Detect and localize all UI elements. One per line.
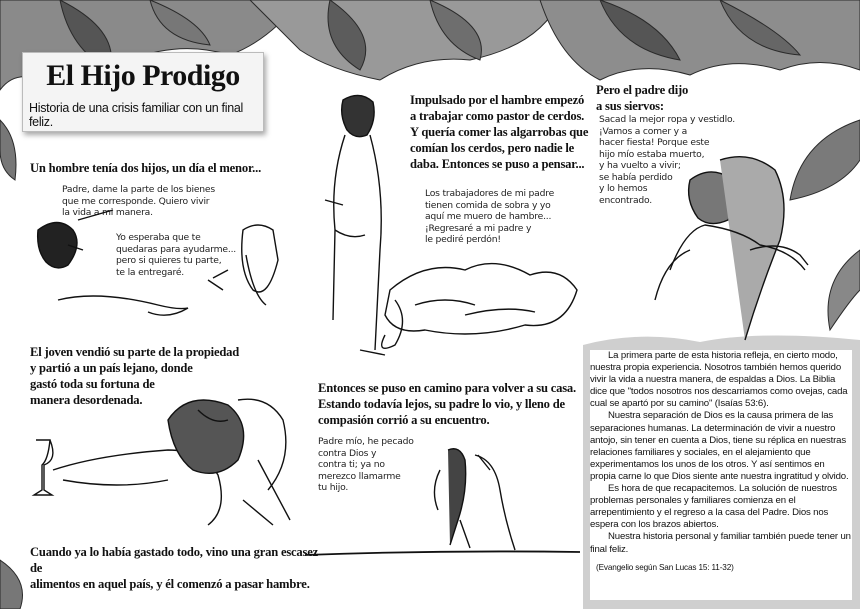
thought-line: tienen comida de sobra y yo: [425, 199, 551, 211]
reflection-paragraph: Nuestra separación de Dios es la causa primera de las separaciones humanas. La determinación de vivir a nuestro antojo, sin tener en cuenta a Dios, tiene su réplica en nuestras relaciones familiares y sociales, en el alejamiento que experimentamos los unos de los otros. Y así sentimos en propia carne lo que Dios siente ante nuestra ingratitud y olvido.: [590, 410, 849, 482]
page-subtitle: Historia de una crisis familiar con un final feliz.: [29, 101, 243, 129]
speech-line: encontrado.: [599, 194, 652, 206]
reflection-paragraph: Nuestra historia personal y familiar también puede tener un final feliz.: [590, 531, 851, 555]
caption-line: compasión corrió a su encuentro.: [318, 413, 490, 427]
page-title: El Hijo Prodigo: [46, 59, 240, 92]
panel2-bottom-caption: [30, 544, 320, 592]
son-and-father-illustration: [28, 200, 288, 330]
reflection-paragraph: Es hora de que recapacitemos. La solución de nuestros problemas personales y familiares comienza en el arrepentimiento y el regreso a la casa del Padre. Dios nos espera con los brazos abiertos.: [590, 483, 837, 531]
speech-line: la vida a mi manera.: [62, 207, 153, 218]
caption-line: daba. Entonces se puso a pensar...: [410, 157, 585, 171]
panel4-caption: [318, 380, 588, 428]
caption-line: alimentos en aquel país, y él comenzó a pasar hambre.: [30, 577, 310, 591]
thought-line: le pediré perdón!: [425, 234, 501, 245]
caption-line: y partió a un país lejano, donde: [30, 361, 193, 375]
caption-line: comían los cerdos, pero nadie le: [410, 141, 575, 155]
speech-line: Padre mío, he pecado: [318, 436, 414, 447]
panel1-caption: Un hombre tenía dos hijos, un día el menor...: [30, 161, 262, 175]
caption-line: Pero el padre dijo: [596, 83, 689, 97]
caption-line: Estando todavía lejos, su padre lo vio, y lleno de: [318, 397, 565, 411]
panel5-caption: [596, 82, 716, 114]
caption-line: Entonces se puso en camino para volver a su casa.: [318, 381, 576, 395]
caption-line: Cuando ya lo había gastado todo, vino una gran escasez de: [30, 545, 319, 575]
speech-line: hijo mío estaba muerto,: [599, 148, 705, 160]
caption-line: El joven vendió su parte de la propiedad: [30, 345, 240, 359]
speech-line: te la entregaré.: [116, 266, 184, 278]
prodigal-feast-illustration: [28, 380, 303, 530]
title-card: [22, 52, 264, 132]
speech-line: hacer fiesta! Porque este: [599, 137, 710, 148]
speech-line: se había perdido: [599, 171, 673, 183]
father-embraces-son-illustration: [650, 150, 820, 350]
reflection-paragraph: La primera parte de esta historia refleja, en cierto modo, nuestra propia experiencia. Nosotros también hemos querido vivir la vida a nuestra manera, de espaldas a Dios. La Biblia dice que "todos nosotros nos descarriamos como ovejas, cada cual se apartó por su camino" (Isaías 53:6).: [590, 350, 848, 410]
swineherd-illustration: [315, 90, 585, 370]
speech-line: pero si quieres tu parte,: [116, 255, 222, 266]
speech-line: contra ti; ya no: [318, 459, 385, 470]
father-runs-to-son-illustration: [300, 430, 585, 560]
speech-line: ¡Vamos a comer y a: [599, 125, 688, 137]
caption-line: manera desordenada.: [30, 393, 143, 407]
speech-line: tu hijo.: [318, 482, 349, 493]
caption-line: gastó toda su fortuna de: [30, 377, 155, 391]
thought-line: aquí me muero de hambre...: [425, 211, 552, 222]
caption-line: Impulsado por el hambre empezó: [410, 93, 585, 107]
caption-line: a trabajar como pastor de cerdos.: [410, 109, 585, 123]
thought-line: Los trabajadores de mi padre: [425, 188, 555, 199]
speech-line: Padre, dame la parte de los bienes: [62, 184, 215, 195]
speech-line: Yo esperaba que te: [116, 232, 201, 243]
reflection-panel: [590, 350, 852, 600]
caption-line: Y quería comer las algarrobas que: [410, 125, 589, 139]
speech-line: y lo hemos: [599, 183, 648, 194]
speech-line: que me corresponde. Quiero vivir: [62, 195, 210, 207]
speech-line: contra Dios y: [318, 447, 377, 459]
speech-line: y ha vuelto a vivir;: [599, 160, 681, 171]
scripture-reference: (Evangelio según San Lucas 15: 11-32): [596, 562, 734, 572]
caption-line: a sus siervos:: [596, 99, 664, 113]
speech-line: quedaras para ayudarme...: [116, 243, 237, 255]
speech-line: Sacad la mejor ropa y vestidlo.: [599, 114, 736, 125]
thought-line: ¡Regresaré a mi padre y: [425, 222, 532, 234]
speech-line: merezco llamarme: [318, 470, 401, 482]
